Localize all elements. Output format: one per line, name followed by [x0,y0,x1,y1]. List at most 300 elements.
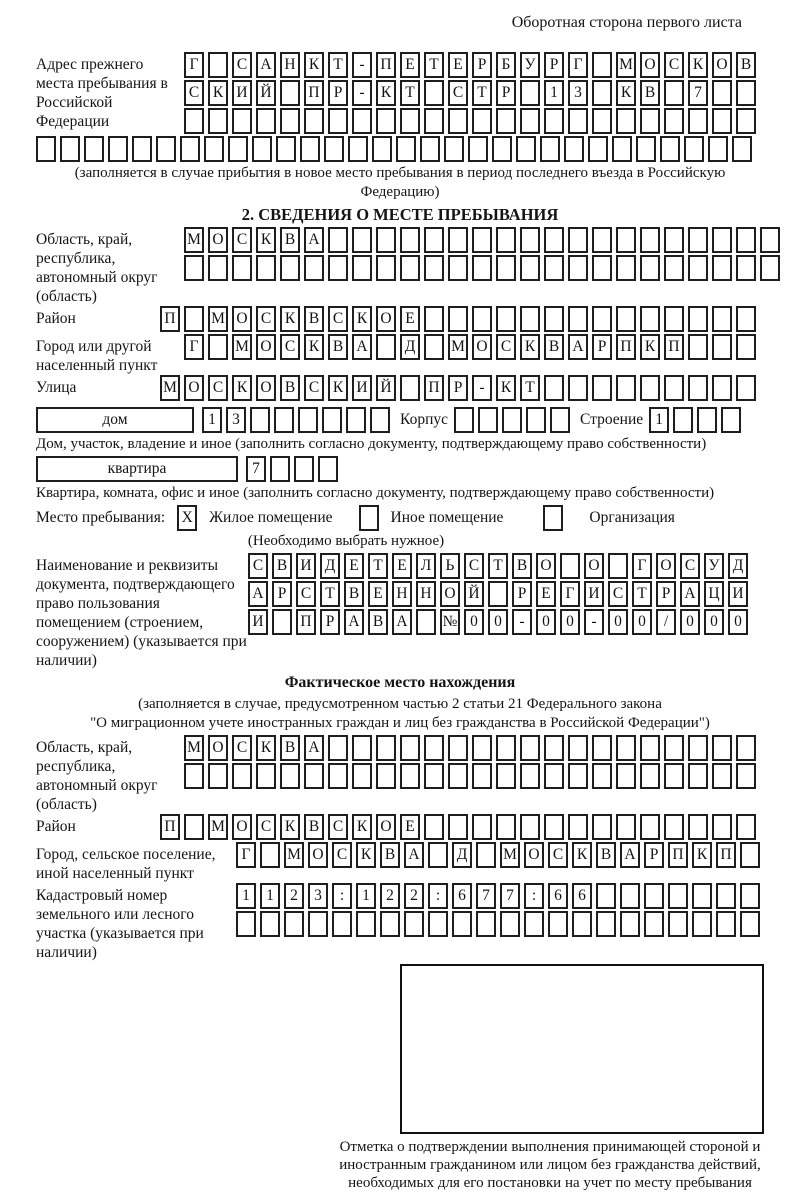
char-cell[interactable] [250,407,270,433]
char-cell[interactable]: П [160,306,180,332]
char-cell[interactable] [736,735,756,761]
char-cell[interactable]: 1 [236,883,256,909]
char-cell[interactable] [454,407,474,433]
char-cell[interactable] [270,456,290,482]
char-cell[interactable] [544,763,564,789]
char-cell[interactable] [352,255,372,281]
char-cell[interactable] [688,108,708,134]
document-row-3[interactable] [248,609,752,635]
char-cell[interactable] [328,227,348,253]
char-cell[interactable]: О [208,227,228,253]
char-cell[interactable] [476,842,496,868]
char-cell[interactable] [688,814,708,840]
char-cell[interactable]: И [584,581,604,607]
char-cell[interactable] [496,255,516,281]
region-row-1[interactable] [184,227,784,253]
char-cell[interactable] [520,255,540,281]
char-cell[interactable]: 0 [632,609,652,635]
char-cell[interactable] [520,108,540,134]
char-cell[interactable] [668,883,688,909]
char-cell[interactable] [376,255,396,281]
char-cell[interactable]: 1 [260,883,280,909]
char-cell[interactable] [472,108,492,134]
char-cell[interactable] [208,108,228,134]
char-cell[interactable]: Р [496,80,516,106]
char-cell[interactable] [424,334,444,360]
char-cell[interactable]: В [304,306,324,332]
char-cell[interactable]: Н [416,581,436,607]
char-cell[interactable]: С [464,553,484,579]
char-cell[interactable] [664,375,684,401]
char-cell[interactable]: К [520,334,540,360]
char-cell[interactable] [524,911,544,937]
char-cell[interactable]: Й [464,581,484,607]
char-cell[interactable]: С [232,735,252,761]
char-cell[interactable] [592,52,612,78]
char-cell[interactable] [260,911,280,937]
char-cell[interactable]: : [428,883,448,909]
char-cell[interactable]: К [328,375,348,401]
char-cell[interactable] [664,306,684,332]
char-cell[interactable]: Т [488,553,508,579]
char-cell[interactable]: О [712,52,732,78]
char-cell[interactable]: В [736,52,756,78]
char-cell[interactable] [472,255,492,281]
char-cell[interactable]: К [256,227,276,253]
char-cell[interactable]: А [304,735,324,761]
char-cell[interactable] [736,763,756,789]
char-cell[interactable] [616,763,636,789]
char-cell[interactable] [424,306,444,332]
char-cell[interactable]: А [352,334,372,360]
char-cell[interactable]: К [692,842,712,868]
char-cell[interactable]: Р [644,842,664,868]
char-cell[interactable]: Р [592,334,612,360]
char-cell[interactable]: А [392,609,412,635]
char-cell[interactable] [294,456,314,482]
char-cell[interactable] [612,136,632,162]
char-cell[interactable]: 0 [608,609,628,635]
char-cell[interactable] [184,108,204,134]
char-cell[interactable]: И [248,609,268,635]
char-cell[interactable] [564,136,584,162]
char-cell[interactable]: М [232,334,252,360]
char-cell[interactable]: О [524,842,544,868]
char-cell[interactable]: : [524,883,544,909]
char-cell[interactable]: 1 [544,80,564,106]
char-cell[interactable] [664,735,684,761]
char-cell[interactable] [376,334,396,360]
char-cell[interactable] [736,375,756,401]
char-cell[interactable] [324,136,344,162]
char-cell[interactable] [260,842,280,868]
char-cell[interactable]: / [656,609,676,635]
char-cell[interactable] [448,227,468,253]
char-cell[interactable] [640,108,660,134]
street-row[interactable] [160,375,760,401]
char-cell[interactable]: И [728,581,748,607]
char-cell[interactable]: В [512,553,532,579]
char-cell[interactable] [592,735,612,761]
char-cell[interactable]: А [404,842,424,868]
char-cell[interactable]: С [248,553,268,579]
char-cell[interactable]: В [280,735,300,761]
char-cell[interactable]: О [308,842,328,868]
char-cell[interactable] [596,911,616,937]
char-cell[interactable] [544,255,564,281]
char-cell[interactable] [640,814,660,840]
char-cell[interactable] [304,255,324,281]
char-cell[interactable] [716,911,736,937]
char-cell[interactable]: А [568,334,588,360]
char-cell[interactable] [376,108,396,134]
char-cell[interactable]: К [304,334,324,360]
char-cell[interactable] [424,108,444,134]
char-cell[interactable] [636,136,656,162]
char-cell[interactable] [620,883,640,909]
char-cell[interactable] [740,883,760,909]
char-cell[interactable] [420,136,440,162]
char-cell[interactable] [692,911,712,937]
char-cell[interactable] [668,911,688,937]
char-cell[interactable] [664,255,684,281]
char-cell[interactable]: Т [520,375,540,401]
char-cell[interactable] [424,227,444,253]
char-cell[interactable] [318,456,338,482]
char-cell[interactable] [736,80,756,106]
char-cell[interactable] [592,108,612,134]
char-cell[interactable]: Е [536,581,556,607]
char-cell[interactable]: Г [632,553,652,579]
char-cell[interactable]: 0 [536,609,556,635]
char-cell[interactable] [526,407,546,433]
char-cell[interactable]: Г [184,52,204,78]
char-cell[interactable]: К [572,842,592,868]
char-cell[interactable]: П [304,80,324,106]
char-cell[interactable]: 1 [649,407,669,433]
char-cell[interactable]: 3 [226,407,246,433]
char-cell[interactable]: О [376,306,396,332]
char-cell[interactable] [108,136,128,162]
char-cell[interactable]: - [512,609,532,635]
char-cell[interactable] [640,735,660,761]
char-cell[interactable] [568,814,588,840]
char-cell[interactable]: Е [368,581,388,607]
char-cell[interactable] [308,911,328,937]
char-cell[interactable] [276,136,296,162]
char-cell[interactable] [256,763,276,789]
char-cell[interactable]: - [472,375,492,401]
char-cell[interactable] [156,136,176,162]
char-cell[interactable] [520,306,540,332]
char-cell[interactable] [544,375,564,401]
char-cell[interactable]: Р [472,52,492,78]
char-cell[interactable]: М [160,375,180,401]
char-cell[interactable]: Б [496,52,516,78]
char-cell[interactable]: О [184,375,204,401]
char-cell[interactable]: В [272,553,292,579]
char-cell[interactable]: О [232,306,252,332]
cadastral-row-1[interactable] [236,883,764,909]
char-cell[interactable]: К [232,375,252,401]
actual-city-row[interactable] [236,842,764,868]
char-cell[interactable] [208,255,228,281]
char-cell[interactable] [184,306,204,332]
char-cell[interactable]: В [368,609,388,635]
char-cell[interactable]: С [332,842,352,868]
char-cell[interactable]: С [208,375,228,401]
char-cell[interactable] [560,553,580,579]
char-cell[interactable]: Е [344,553,364,579]
char-cell[interactable] [544,108,564,134]
char-cell[interactable]: С [232,227,252,253]
char-cell[interactable] [692,883,712,909]
char-cell[interactable] [496,814,516,840]
char-cell[interactable] [688,763,708,789]
char-cell[interactable] [424,255,444,281]
char-cell[interactable] [572,911,592,937]
char-cell[interactable]: М [284,842,304,868]
char-cell[interactable]: В [304,814,324,840]
char-cell[interactable]: Т [368,553,388,579]
char-cell[interactable] [404,911,424,937]
char-cell[interactable]: О [584,553,604,579]
char-cell[interactable]: К [640,334,660,360]
char-cell[interactable] [184,255,204,281]
char-cell[interactable] [352,227,372,253]
char-cell[interactable]: У [704,553,724,579]
char-cell[interactable]: К [352,306,372,332]
char-cell[interactable] [568,763,588,789]
char-cell[interactable]: О [232,814,252,840]
char-cell[interactable]: Р [512,581,532,607]
char-cell[interactable] [284,911,304,937]
char-cell[interactable]: Е [392,553,412,579]
prev-address-row-2[interactable] [184,80,760,106]
char-cell[interactable]: П [668,842,688,868]
char-cell[interactable] [472,763,492,789]
char-cell[interactable] [478,407,498,433]
stay-option-checkbox-other[interactable] [359,505,379,531]
char-cell[interactable] [616,814,636,840]
char-cell[interactable]: В [344,581,364,607]
char-cell[interactable]: Г [560,581,580,607]
char-cell[interactable] [740,842,760,868]
char-cell[interactable]: 0 [464,609,484,635]
char-cell[interactable] [688,306,708,332]
char-cell[interactable] [448,255,468,281]
char-cell[interactable]: Р [544,52,564,78]
char-cell[interactable]: Й [376,375,396,401]
char-cell[interactable] [472,735,492,761]
char-cell[interactable]: : [332,883,352,909]
char-cell[interactable] [616,306,636,332]
char-cell[interactable] [280,80,300,106]
document-row-2[interactable] [248,581,752,607]
char-cell[interactable] [280,255,300,281]
char-cell[interactable]: 6 [572,883,592,909]
char-cell[interactable] [472,306,492,332]
char-cell[interactable]: 2 [284,883,304,909]
char-cell[interactable] [180,136,200,162]
char-cell[interactable] [712,814,732,840]
char-cell[interactable]: Р [320,609,340,635]
apartment-cells[interactable] [246,456,342,482]
char-cell[interactable]: О [536,553,556,579]
char-cell[interactable] [640,227,660,253]
char-cell[interactable] [428,842,448,868]
char-cell[interactable]: Е [400,306,420,332]
char-cell[interactable] [448,735,468,761]
char-cell[interactable]: 7 [500,883,520,909]
char-cell[interactable] [740,911,760,937]
char-cell[interactable]: В [640,80,660,106]
char-cell[interactable] [472,227,492,253]
char-cell[interactable] [352,763,372,789]
char-cell[interactable] [424,735,444,761]
char-cell[interactable] [352,108,372,134]
char-cell[interactable]: С [256,814,276,840]
char-cell[interactable]: Н [280,52,300,78]
char-cell[interactable] [416,609,436,635]
char-cell[interactable] [376,763,396,789]
actual-region-row-1[interactable] [184,735,760,761]
char-cell[interactable]: П [616,334,636,360]
char-cell[interactable] [328,255,348,281]
char-cell[interactable] [208,52,228,78]
char-cell[interactable]: В [328,334,348,360]
char-cell[interactable] [444,136,464,162]
char-cell[interactable]: Д [320,553,340,579]
stay-option-checkbox-organization[interactable] [543,505,563,531]
char-cell[interactable] [304,108,324,134]
char-cell[interactable] [400,255,420,281]
char-cell[interactable] [60,136,80,162]
stroenie-cells[interactable] [649,407,745,433]
char-cell[interactable] [424,80,444,106]
char-cell[interactable]: О [440,581,460,607]
char-cell[interactable] [592,227,612,253]
char-cell[interactable] [376,227,396,253]
char-cell[interactable] [592,814,612,840]
char-cell[interactable]: С [608,581,628,607]
char-cell[interactable]: Т [320,581,340,607]
char-cell[interactable] [568,375,588,401]
char-cell[interactable] [588,136,608,162]
prev-address-row-1[interactable] [184,52,760,78]
char-cell[interactable]: С [496,334,516,360]
char-cell[interactable] [550,407,570,433]
char-cell[interactable] [520,227,540,253]
char-cell[interactable]: - [352,80,372,106]
char-cell[interactable]: П [424,375,444,401]
char-cell[interactable] [376,735,396,761]
char-cell[interactable]: П [160,814,180,840]
char-cell[interactable] [548,911,568,937]
char-cell[interactable] [380,911,400,937]
char-cell[interactable]: В [596,842,616,868]
city-row[interactable] [184,334,760,360]
char-cell[interactable]: У [520,52,540,78]
char-cell[interactable] [298,407,318,433]
char-cell[interactable] [684,136,704,162]
char-cell[interactable]: К [304,52,324,78]
char-cell[interactable]: М [208,306,228,332]
char-cell[interactable]: А [680,581,700,607]
char-cell[interactable]: О [472,334,492,360]
char-cell[interactable] [568,735,588,761]
char-cell[interactable] [640,306,660,332]
char-cell[interactable] [370,407,390,433]
char-cell[interactable] [644,911,664,937]
char-cell[interactable]: С [256,306,276,332]
char-cell[interactable]: В [280,227,300,253]
char-cell[interactable] [252,136,272,162]
char-cell[interactable]: С [548,842,568,868]
char-cell[interactable]: № [440,609,460,635]
char-cell[interactable]: Е [448,52,468,78]
char-cell[interactable] [688,735,708,761]
char-cell[interactable] [500,911,520,937]
char-cell[interactable]: Е [400,52,420,78]
char-cell[interactable]: П [716,842,736,868]
char-cell[interactable] [184,814,204,840]
char-cell[interactable]: С [184,80,204,106]
char-cell[interactable]: О [376,814,396,840]
char-cell[interactable] [492,136,512,162]
char-cell[interactable] [520,763,540,789]
char-cell[interactable] [400,108,420,134]
char-cell[interactable] [468,136,488,162]
char-cell[interactable] [328,763,348,789]
char-cell[interactable] [256,108,276,134]
char-cell[interactable] [348,136,368,162]
char-cell[interactable] [274,407,294,433]
char-cell[interactable] [760,255,780,281]
char-cell[interactable] [424,763,444,789]
char-cell[interactable] [356,911,376,937]
char-cell[interactable]: 6 [452,883,472,909]
char-cell[interactable] [712,306,732,332]
char-cell[interactable] [596,883,616,909]
char-cell[interactable] [644,883,664,909]
char-cell[interactable] [448,306,468,332]
char-cell[interactable] [476,911,496,937]
char-cell[interactable] [688,255,708,281]
char-cell[interactable]: Л [416,553,436,579]
char-cell[interactable] [664,108,684,134]
char-cell[interactable] [716,883,736,909]
char-cell[interactable] [472,814,492,840]
char-cell[interactable]: А [256,52,276,78]
char-cell[interactable]: 7 [476,883,496,909]
char-cell[interactable] [712,227,732,253]
char-cell[interactable] [232,763,252,789]
char-cell[interactable] [424,814,444,840]
char-cell[interactable]: С [232,52,252,78]
char-cell[interactable]: П [296,609,316,635]
char-cell[interactable] [400,375,420,401]
char-cell[interactable] [204,136,224,162]
char-cell[interactable]: Р [656,581,676,607]
char-cell[interactable] [488,581,508,607]
char-cell[interactable]: Н [392,581,412,607]
char-cell[interactable] [568,108,588,134]
char-cell[interactable]: 1 [356,883,376,909]
char-cell[interactable]: 7 [246,456,266,482]
char-cell[interactable] [372,136,392,162]
char-cell[interactable]: И [232,80,252,106]
